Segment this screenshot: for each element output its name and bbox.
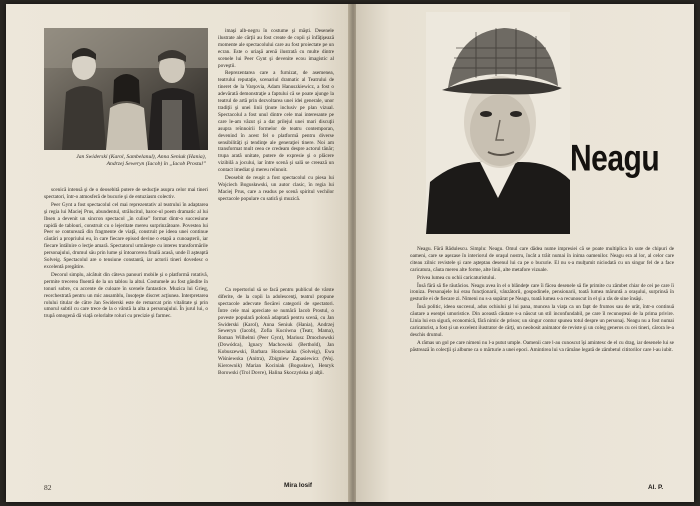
author-signature-right: Al. P. [648, 484, 664, 491]
article-headline: Neagu [570, 138, 660, 180]
magazine-spread [6, 4, 694, 502]
author-signature: Mira Iosif [284, 482, 313, 489]
article-column-bottom-left: scenică intensă şi de o deosebită putere de seducţie asupra celor mai tineri spectatori, într-o atmosferă de bucurie şi de entuziasm colectiv. Peer Gynt a fost spectacolul cel mai reprezentativ al teatrului în adaptarea şi regia lui Maciej Prus, abundentul, strălucitul, baroc-ul poem dramatic al lui Ibsen a devenit un sincron spectacol „în culise” format dintr-o succesiune rapidă de tablouri, construit cu o lejeritate mereu surprinzătoare. Povestea lui Peer se conturează din fragmente de viaţă, construit pe ideea unei continue căutări a propriului eu, în care fiecare episod devine o etapă a cunoaşterii, iar fiecare întâlnire o lecţie amară. Spectatorul urmăreşte cu interes transformările personajului, drumul său prin lume şi întoarcerea finală acasă, unde îl aşteaptă Solveig. Spectacolul are o tensiune constantă, iar actorii tineri dovedesc o excelentă pregătire. Decorul simplu, alcătuit din câteva panouri mobile şi o platformă rotativă, permite trecerea fluentă de la un tablou la altul. Costumele au fost gândite în tonuri sobre, cu accente de culoare în scenele fantastice. Muzica lui Grieg, reorchestrată pentru un mic ansamblu, însoţeşte discret acţiunea. Interpretarea rolului titular de către Jan Swiderski este de remarcat prin vitalitate şi prin umorul subtil cu care trece de la o vârstă la alta a personajului. În jurul lui, o trupă omogenă dă viaţă celorlalte roluri cu precizie şi farmec. [44, 187, 208, 320]
article-body: Neagu. Fără Rădulescu. Simplu: Neagu. Omul care dădea nume impresiei că se poate multiplica în sute de chipuri de oameni, care se aşezase în interiorul de oraşul nostru, încât a trăit numai în inima oamenilor. Neagu era al lor, al celor care citeau zilnic revistele şi care aşteptau desenul lui ca pe o bucurie. El nu s-a mulţumit niciodată cu un singur fel de a face caricatura, căuta mereu alte forme, alte linii, alte metafore vizuale. Privea lumea cu ochii caricaturistului. Însă fără să fie răutăcios. Neagu avea în el o blândeţe care îi făcea desenele să fie primite cu zâmbet chiar de cei pe care îi ironiza. Personajele lui erau funcţionarii, vânzătorii, gospodinele, pensionarii, toată lumea măruntă a oraşului, surprinsă în gesturile ei de fiecare zi. Nimeni nu s-a supărat pe Neagu, toată lumea s-a recunoscut în el şi a râs de sine însăşi. Însă politic, ideea succesul, adus ochiului şi lui pana, muncea la viaţa ca un fapt de frumos sau de urât, într-o continuă căutare a esenţei umoristice. Din această căutare s-a născut un stil inconfundabil, pe care îl recunoşteai de la prima privire. Linia lui era sigură, economică, fără nimic de prisos; un singur contur spunea totul despre un personaj. Neagu nu a fost numai caricaturist, a fost şi un excelent ilustrator de cărţi, un neobosit animator de reviste şi un coleg generos cu cei tineri, cărora le-a deschis drumul. A rămas un gol pe care nimeni nu l-a putut umple. Oamenii care l-au cunoscut îşi amintesc de el cu drag, iar desenele lui se păstrează în colecţii şi albume ca o mărturie a unei epoci. Amintirea lui va rămâne legată de zâmbetul cititorilor care l-au iubit. [410, 246, 674, 353]
article-column-top-right: imaşi alb-negru în costume şi măşti. Desenele ilustrate ale cărţii au fost create de copii şi înfăţişează momente ale spectacolului care au fost proiectate pe un ecran. Este o uriaşă arenă ilustrată cu multe dintre scenele lui Peer Gynt şi devenite ecou imagistic al poveştii. Reprezentarea care a furnizat, de asemenea, teatrului reputaţie, scenariul dramatic al Teatrului de tineret de la Varşovia, Adam Hanuszkiewicz, a fost o adevărată demonstraţie a faptului că se poate ajunge la teatrul de artă prin dezvoltarea unei idei generale, unor tradiţii şi unei linii ţinute inclusiv pe plan vizual. Spectacolul a fost unul dintre cele mai interesante pe care le-am văzut şi a dat prilejul unei mari discuţii asupra reînnoirii formelor de teatru contemporan, devenind în acest fel o platformă pentru diverse sensibilităţi şi tendinţe ale generaţiei tinere. Noi am transformat mult ceea ce credeam despre actorul tânăr; trupa arată unitate, putere de expresie şi o plăcere vizibilă a jocului, iar între scenă şi sală se creează un contact imediat şi mereu reînnoit. Deosebit de reuşit a fost spectacolul cu piesa lui Wojciech Bogusławski, un autor clasic, în regia lui Maciej Prus, care a readus pe scenă spiritul vechilor spectacole populare cu satiră şi muzică. [218, 28, 334, 202]
page-number: 82 [44, 483, 52, 492]
right-page [356, 4, 694, 502]
left-page [6, 4, 352, 502]
theatre-production-photo [44, 28, 208, 150]
photo-caption: Jan Swiderski (Karol, Sambelanul), Anna Seniuk (Hania), Andrzej Seweryn (Iacob) în „Iacob Prostul” [76, 154, 206, 167]
portrait-photo [426, 12, 570, 234]
article-column-bottom-right: Ca repertoriul să se facă pentru publicul de vârste diferite, de la copii la adolescenţi, teatrul propune spectacole adecvate fiecărei categorii de spectatori. Între cele mai apreciate se numără Iacob Prostul, o poveste populară polonă adaptată pentru scenă, cu Jan Swiderski (Karol), Anna Seniuk (Hania), Andrzej Seweryn (Iacob), Zofia Kucówna (Teatr, Mama), Roman Wilhelmi (Peer Gynt), Mariusz Dmochowski (Dowódca), Ignacy Machowski (Berthold), Jan Kobuszewski, Barbara Horawianka (Solveig), Ewa Wiśniewska (Anitra), Zbigniew Zapasiewicz (Woj. Kierownik) Marian Kociniak (Bogusław), Henryk Borowski (Trol Dovre), Halina Skoczyńska şi alţii. [218, 287, 334, 376]
